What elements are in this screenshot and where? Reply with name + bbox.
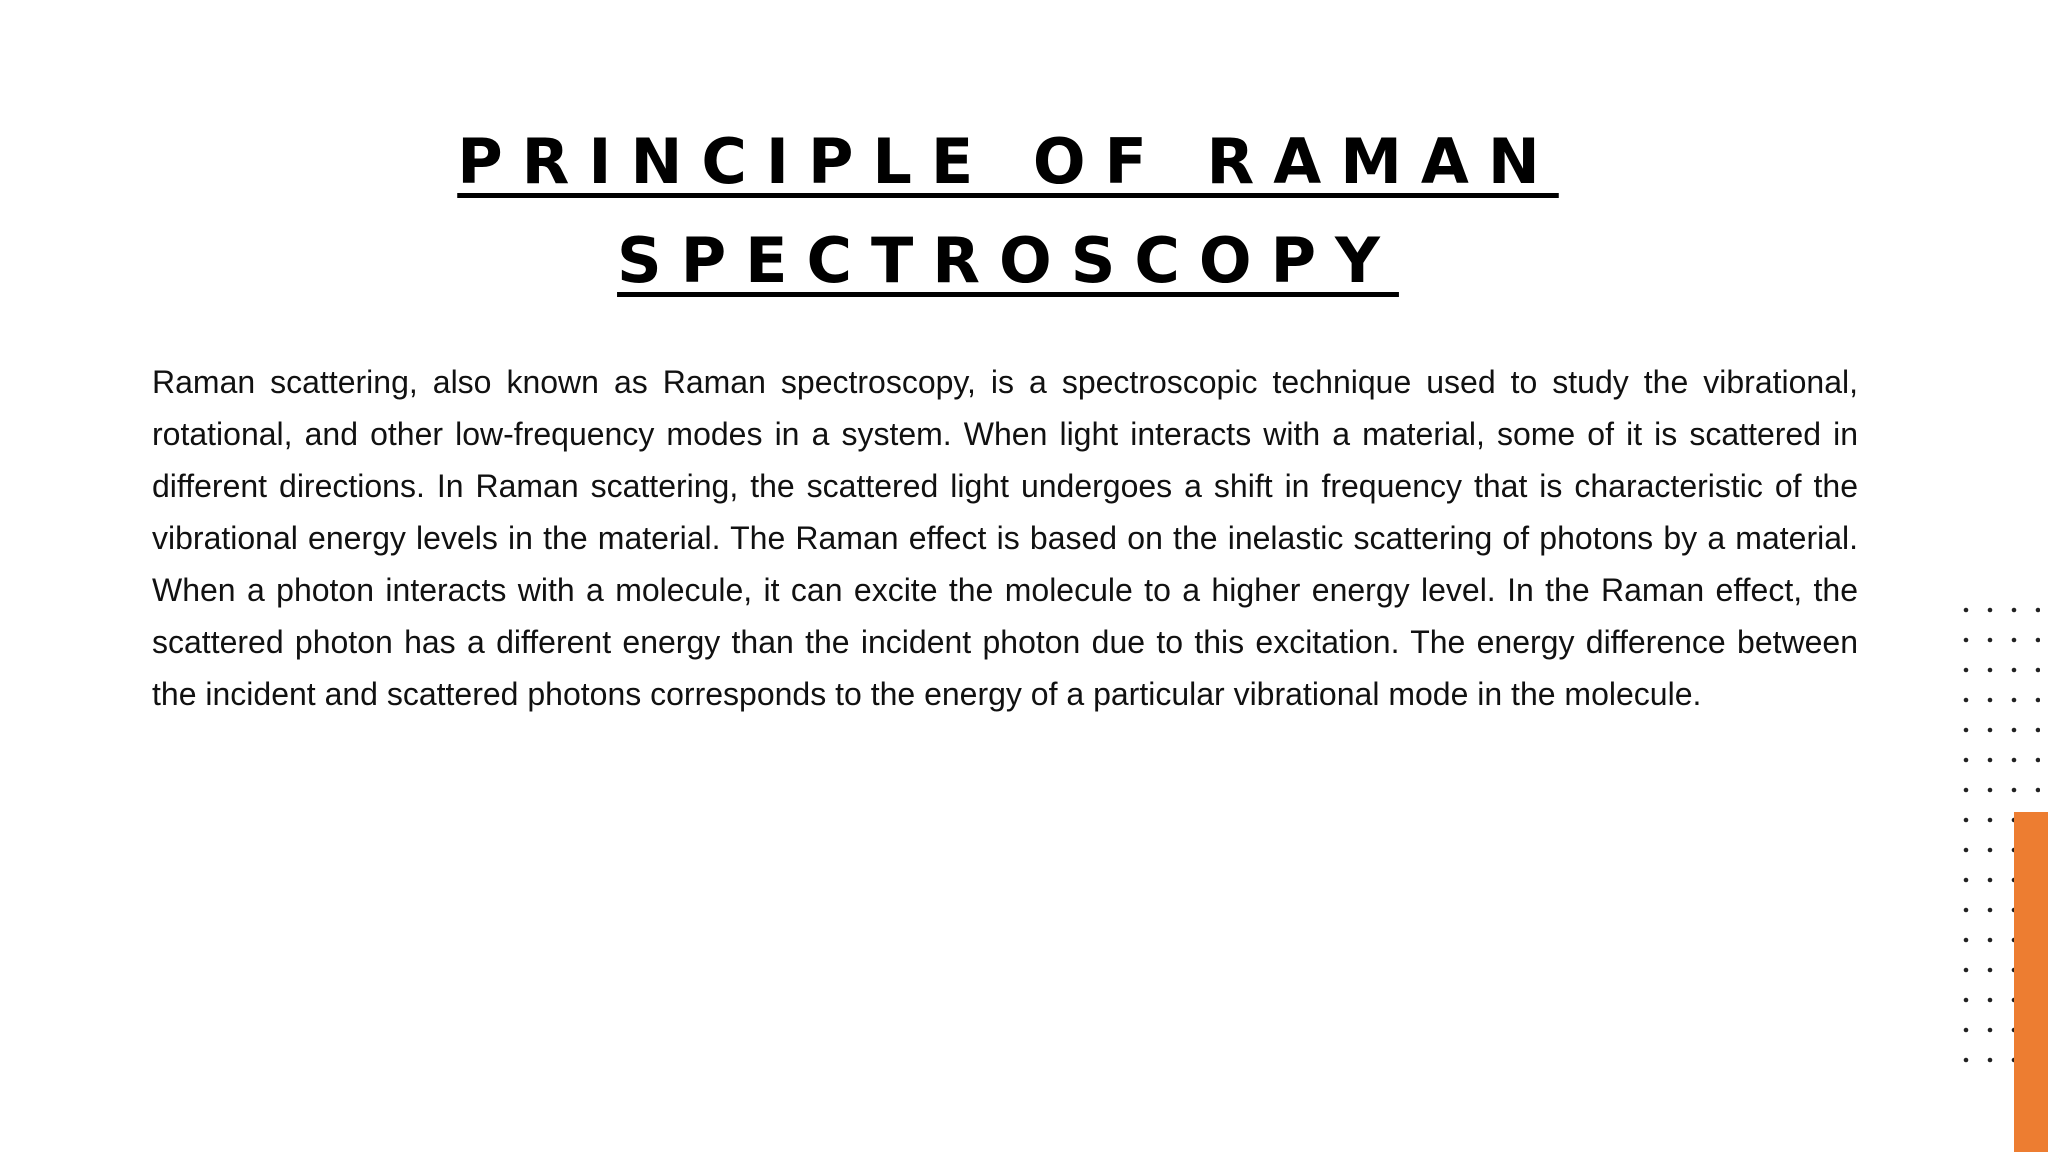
pattern-dot — [1988, 788, 1993, 793]
pattern-dot — [1964, 938, 1969, 943]
pattern-dot — [1964, 878, 1969, 883]
pattern-dot — [1988, 878, 1993, 883]
pattern-dot — [1988, 1028, 1993, 1033]
title-line-2: SPECTROSCOPY — [617, 224, 1399, 297]
pattern-dot — [1988, 608, 1993, 613]
slide-title — [0, 112, 2016, 310]
pattern-dot — [2036, 608, 2040, 613]
pattern-dot — [1988, 668, 1993, 673]
pattern-dot — [1988, 998, 1993, 1003]
pattern-dot — [2012, 728, 2017, 733]
pattern-dot — [2036, 788, 2040, 793]
pattern-dot — [2012, 608, 2017, 613]
pattern-dot — [1964, 1028, 1969, 1033]
pattern-dot — [2036, 758, 2040, 763]
pattern-dot — [2012, 758, 2017, 763]
pattern-dot — [1964, 848, 1969, 853]
accent-bar — [2014, 812, 2048, 1152]
pattern-dot — [1988, 698, 1993, 703]
pattern-dot — [2012, 788, 2017, 793]
pattern-dot — [1988, 1058, 1993, 1063]
pattern-dot — [1964, 908, 1969, 913]
pattern-dot — [1964, 668, 1969, 673]
pattern-dot — [1988, 938, 1993, 943]
pattern-dot — [1964, 998, 1969, 1003]
pattern-dot — [2012, 638, 2017, 643]
pattern-dot — [1988, 968, 1993, 973]
pattern-dot — [1964, 758, 1969, 763]
pattern-dot — [1988, 638, 1993, 643]
pattern-dot — [1988, 818, 1993, 823]
pattern-dot — [2036, 698, 2040, 703]
pattern-dot — [2012, 698, 2017, 703]
pattern-dot — [1964, 968, 1969, 973]
pattern-dot — [1964, 698, 1969, 703]
pattern-dot — [1964, 818, 1969, 823]
pattern-dot — [1964, 1058, 1969, 1063]
pattern-dot — [1964, 788, 1969, 793]
pattern-dot — [1964, 608, 1969, 613]
pattern-dot — [1988, 728, 1993, 733]
pattern-dot — [1988, 848, 1993, 853]
body-paragraph: Raman scattering, also known as Raman spectroscopy, is a spectroscopic technique used to study the vibrational, rotational, and other low-frequency modes in a system. When light interacts with a material, some of it is scattered in different directions. In Raman scattering, the scattered light undergoes a shift in frequency that is characteristic of the vibrational energy levels in the material. The Raman effect is based on the inelastic scattering of photons by a material. When a photon interacts with a molecule, it can excite the molecule to a higher energy level. In the Raman effect, the scattered photon has a different energy than the incident photon due to this excitation. The energy difference between the incident and scattered photons corresponds to the energy of a particular vibrational mode in the molecule. — [152, 364, 1858, 712]
pattern-dot — [2036, 638, 2040, 643]
pattern-dot — [2036, 728, 2040, 733]
pattern-dot — [1988, 908, 1993, 913]
pattern-dot — [1964, 638, 1969, 643]
title-line-1: PRINCIPLE OF RAMAN — [457, 125, 1559, 198]
pattern-dot — [1964, 728, 1969, 733]
pattern-dot — [2036, 668, 2040, 673]
pattern-dot — [1988, 758, 1993, 763]
pattern-dot — [2012, 668, 2017, 673]
